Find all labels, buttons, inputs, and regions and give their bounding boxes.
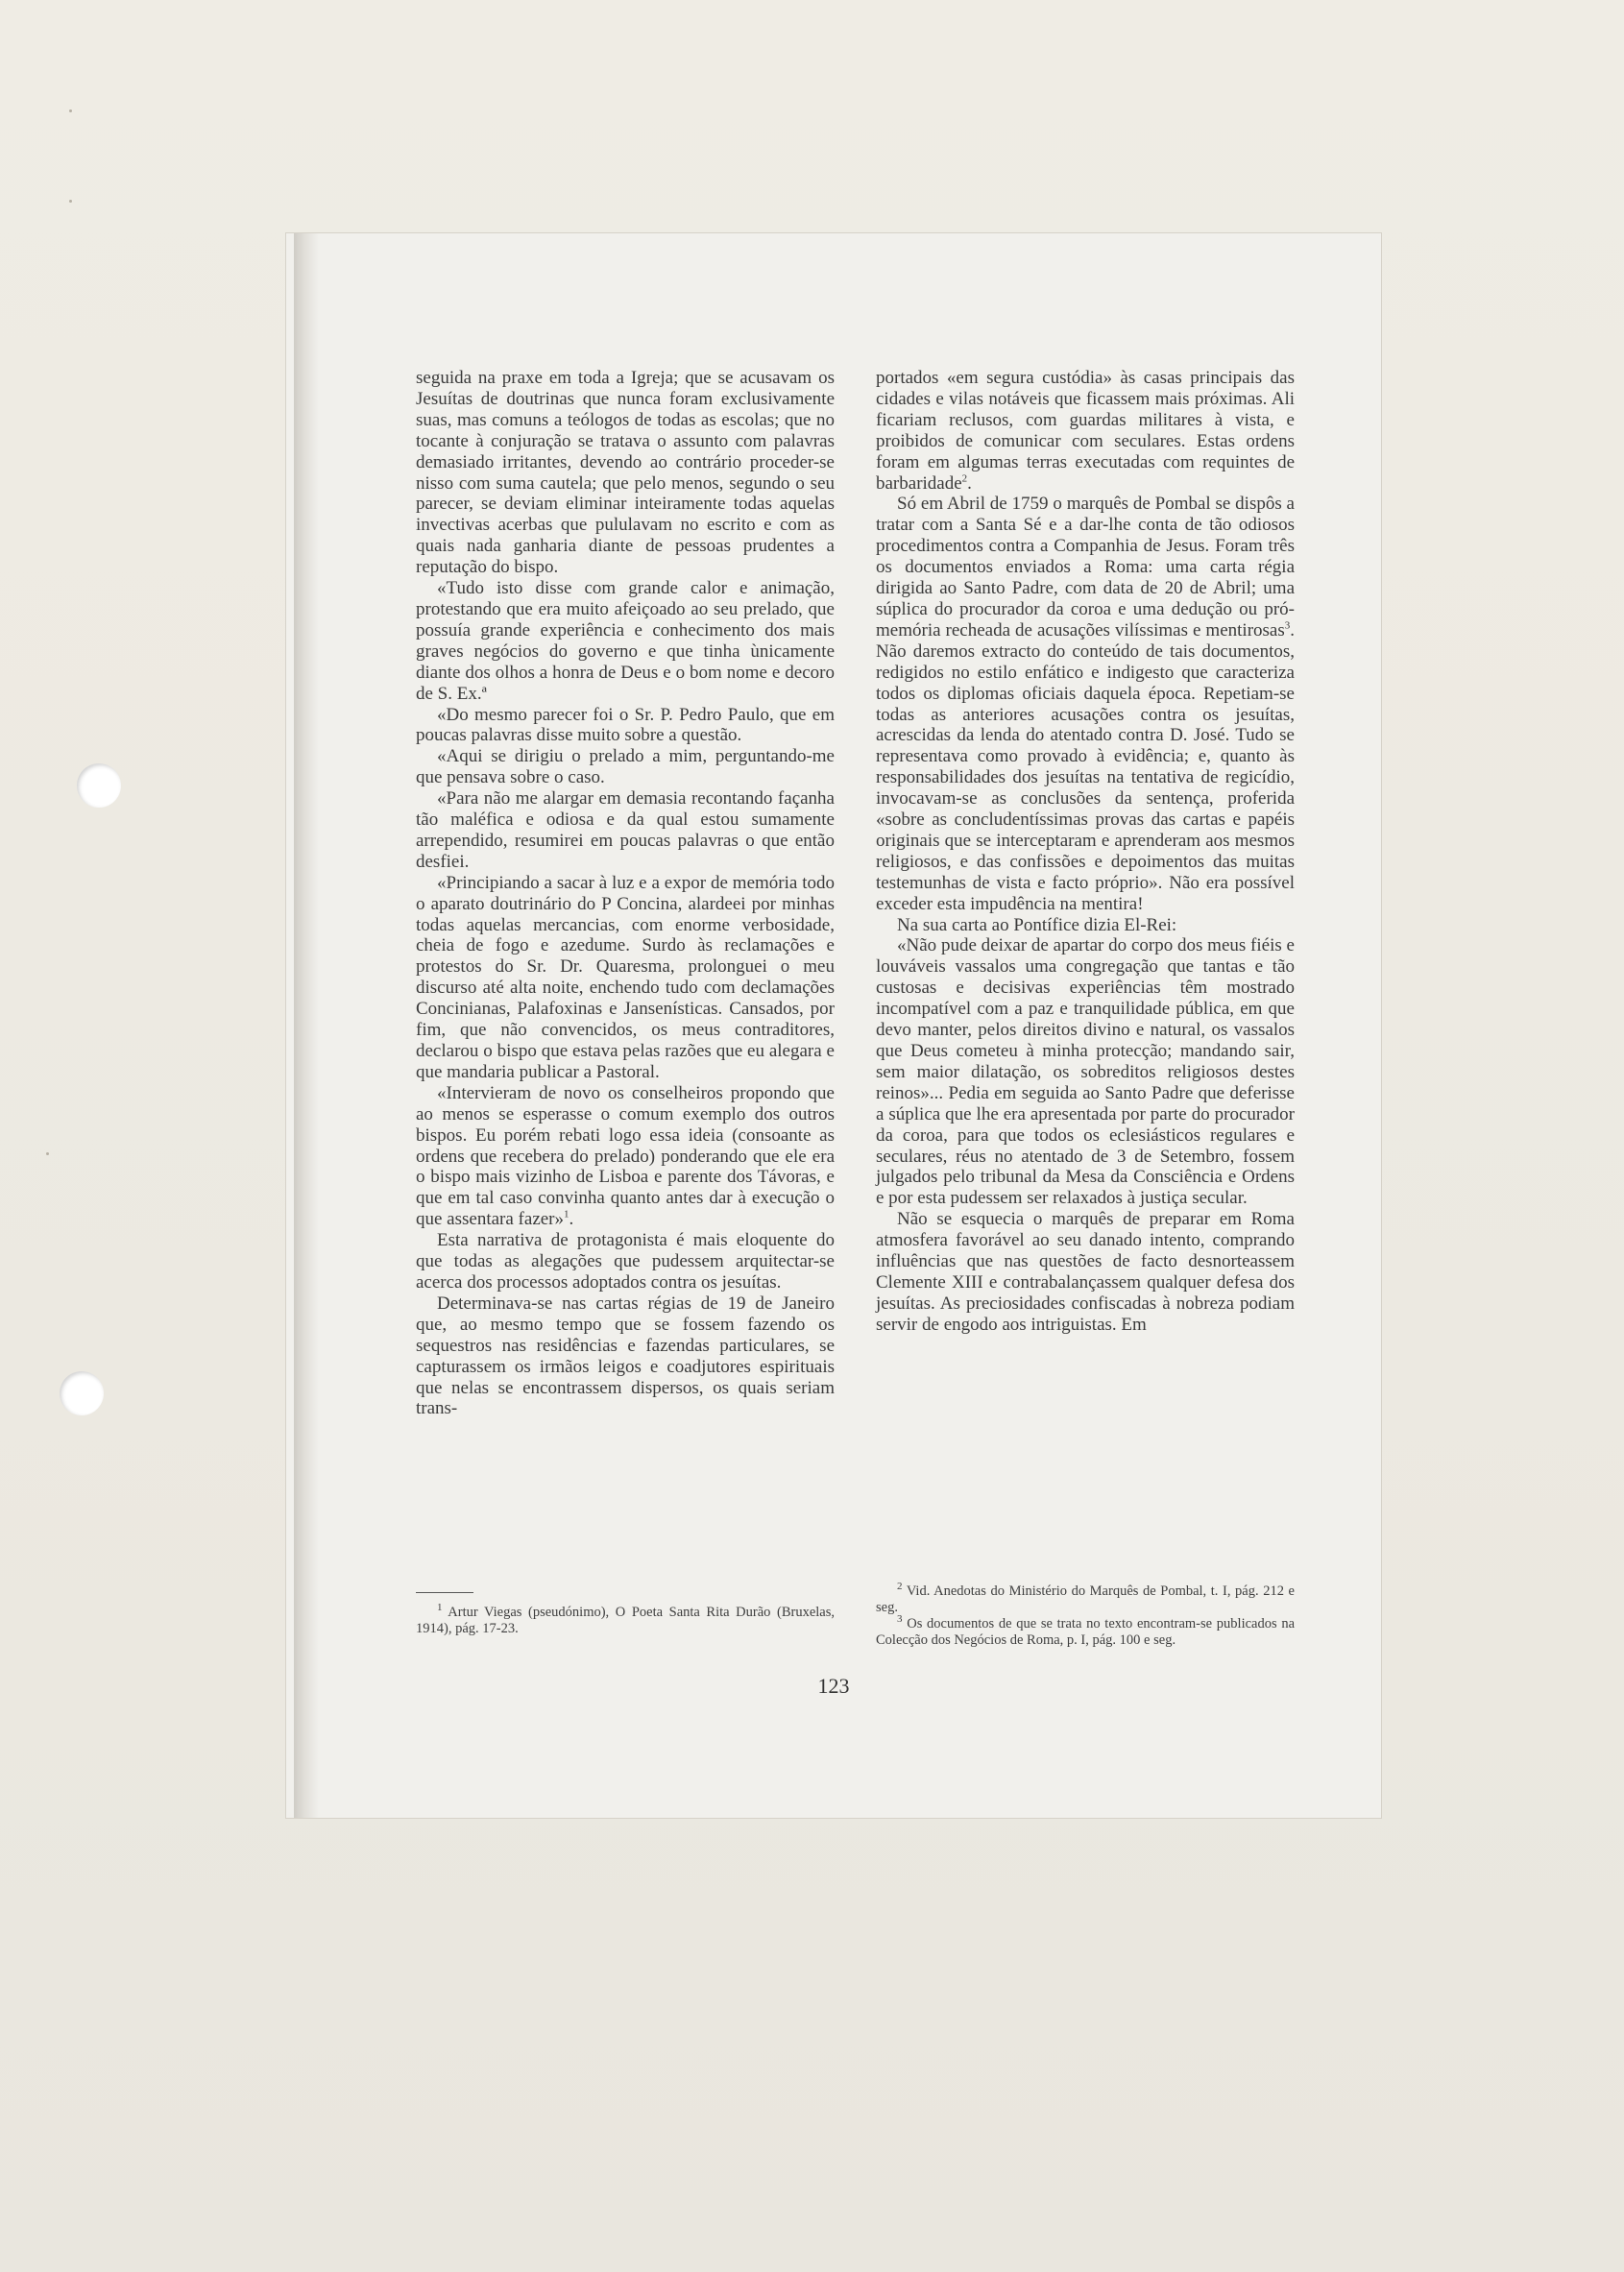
- paragraph: Esta narrativa de protagonista é mais eloquente do que todas as alegações que pudessem arquitectar-se acerca dos processos adoptados contra os jesuítas.: [416, 1230, 835, 1293]
- paper-speck: [46, 1152, 49, 1155]
- paragraph: Na sua carta ao Pontífice dizia El-Rei:: [897, 914, 1177, 935]
- paragraph: «Aqui se dirigiu o prelado a mim, perguntando-me que pensava sobre o caso.: [416, 746, 835, 788]
- footnotes-right: [876, 1583, 1295, 1649]
- paragraph: Determinava-se nas cartas régias de 19 de Janeiro que, ao mesmo tempo que se fossem fazendo os sequestros nas residências e fazendas particulares, se capturassem os irmãos leigos e coadjutores espirituais que nelas se encontrassem dispersos, os quais seriam trans-: [416, 1293, 835, 1419]
- footnote-ref: 3: [1284, 619, 1291, 632]
- punch-hole: [60, 1371, 104, 1415]
- right-text-column: [876, 368, 1295, 1336]
- paragraph: Só em Abril de 1759 o marquês de Pombal se dispôs a tratar com a Santa Sé e a dar-lhe conta de tão odiosos procedimentos contra a Companhia de Jesus. Foram três os documentos enviados a Roma: uma carta régia dirigida ao Santo Padre, com data de 20 de Abril; uma súplica do procurador da coroa e uma dedução ou pró-memória recheada de acusações vilíssimas e mentirosas$^3$. Não daremos extracto do conteúdo de tais documentos, redigidos no estilo enfático e indigesto que caracteriza todos os diplomas oficiais daquela época. Repetiam-se todas as anteriores acusações contra os jesuítas, acrescidas da lenda do atentado contra D. José. Tudo se representava como provado à evidência; e, quanto às responsabilidades dos jesuítas na tentativa de regicídio, invocavam-se as conclusões da sentença, proferida «sobre as concludentíssimas provas das cartas e papéis originais que se interceptaram e aprenderam aos mesmos religiosos, e das confissões e depoimentos das muitas testemunhas de vista e facto próprio». Não era possível exceder esta impudência na mentira!: [876, 494, 1295, 914]
- paper-speck: [69, 200, 72, 203]
- paragraph: «Para não me alargar em demasia recontando façanha tão maléfica e odiosa e da qual estou sumamente arrependido, resumirei em poucas palavras o que então desfiei.: [416, 788, 835, 872]
- footnote: $^3$ Os documentos de que se trata no texto encontram-se publicados na Colecção dos Negócios de Roma, p. I, pág. 100 e seg.: [876, 1613, 1296, 1648]
- page-number: 123: [817, 1674, 850, 1698]
- paragraph: portados «em segura custódia» às casas principais das cidades e vilas notáveis que ficassem mais próximas. Ali ficariam reclusos, com guardas militares à vista, e proibidos de comunicar com seculares. Estas ordens foram em algumas terras executadas com requintes de barbaridade$^2$.: [876, 368, 1295, 494]
- paper-speck: [69, 109, 72, 112]
- footnote-rule: [416, 1592, 473, 1593]
- footnote-ref: 1: [564, 1208, 570, 1221]
- punch-hole: [77, 763, 121, 808]
- footnotes-left: [416, 1592, 835, 1637]
- paragraph: «Do mesmo parecer foi o Sr. P. Pedro Paulo, que em poucas palavras disse muito sobre a questão.: [416, 704, 835, 746]
- paragraph: «Tudo isto disse com grande calor e animação, protestando que era muito afeiçoado ao seu prelado, que possuía grande experiência e conhecimento dos mais graves negócios do governo e que tinha ùnicamente diante dos olhos a honra de Deus e o bom nome e decoro de S. Ex.ª: [416, 578, 835, 704]
- paragraph: Não se esquecia o marquês de preparar em Roma atmosfera favorável ao seu danado intento, comprando influências que nas questões de facto desnorteassem Clemente XIII e contrabalançassem qualquer defesa dos jesuítas. As preciosidades confiscadas à nobreza podiam servir de engodo aos intriguistas. Em: [876, 1209, 1295, 1335]
- paragraph: seguida na praxe em toda a Igreja; que se acusavam os Jesuítas de doutrinas que nunca foram exclusivamente suas, mas comuns a teólogos de todas as escolas; que no tocante à conjuração se tratava o assunto com palavras demasiado irritantes, devendo ao contrário proceder-se nisso com suma cautela; que pelo menos, segundo o seu parecer, se deviam eliminar inteiramente todas aquelas invectivas acerbas que pululavam no escrito e com as quais nada ganharia diante de pessoas prudentes a reputação do bispo.: [416, 368, 835, 578]
- footnote: $^2$ Vid. Anedotas do Ministério do Marquês de Pombal, t. I, pág. 212 e seg.: [876, 1581, 1295, 1615]
- paragraph: «Intervieram de novo os conselheiros propondo que ao menos se esperasse o comum exemplo dos outros bispos. Eu porém rebati logo essa ideia (consoante as ordens que recebera do prelado) ponderando que ele era o bispo mais vizinho de Lisboa e parente dos Távoras, e que em tal caso convinha quanto antes dar à execução o que assentara fazer»$^1$.: [416, 1082, 835, 1230]
- footnote-ref: 2: [961, 472, 968, 485]
- photocopied-page: [286, 233, 1381, 1818]
- footnote: $^1$ Artur Viegas (pseudónimo), O Poeta Santa Rita Durão (Bruxelas, 1914), pág. 17-23.: [416, 1602, 835, 1636]
- left-text-column: [416, 368, 835, 1419]
- paragraph: «Principiando a sacar à luz e a expor de memória todo o aparato doutrinário do P Concina, alardeei por minhas todas aquelas mercancias, com enorme verbosidade, cheia de fogo e azedume. Surdo às reclamações e protestos do Sr. Dr. Quaresma, prolonguei o meu discurso até alta noite, enchendo tudo com declamações Concinianas, Palafoxinas e Jansenísticas. Cansados, por fim, que não convencidos, os meus contraditores, declarou o bispo que estava pelas razões que eu alegara e que mandaria publicar a Pastoral.: [416, 872, 835, 1082]
- paragraph: «Não pude deixar de apartar do corpo dos meus fiéis e louváveis vassalos uma congregação que tantas e tão custosas e decisivas experiências têm mostrado incompatível com a paz e tranquilidade pública, em que devo manter, pelos direitos divino e natural, os vassalos que Deus cometeu à minha protecção; mandando sair, sem maior dilatação, os sobreditos religiosos destes reinos»... Pedia em seguida ao Santo Padre que deferisse a súplica que lhe era apresentada por parte do procurador da coroa, para que todos os eclesiásticos regulares e seculares, réus no atentado de 3 de Setembro, fossem julgados pelo tribunal da Mesa da Consciência e Ordens e por esta pudessem ser relaxados à justiça secular.: [876, 935, 1295, 1209]
